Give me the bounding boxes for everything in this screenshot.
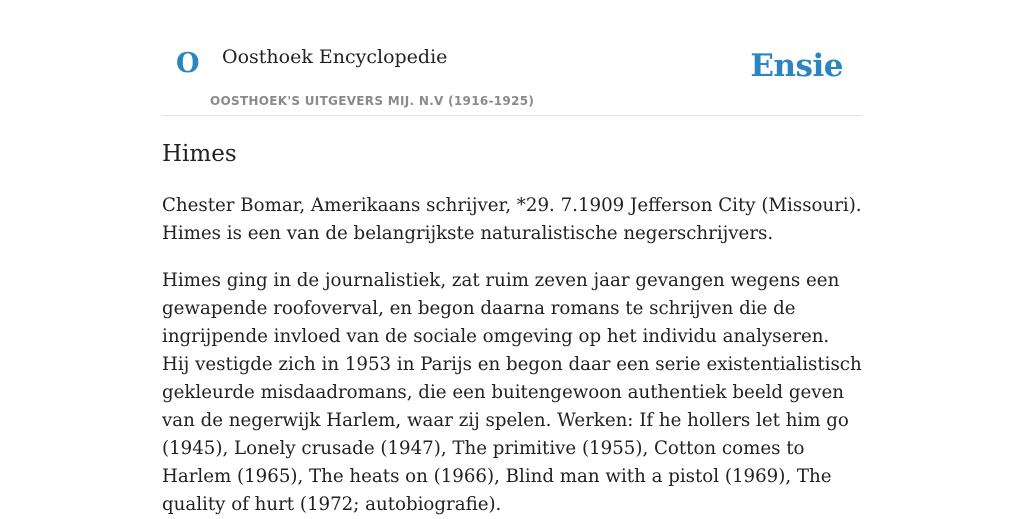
article-paragraph: Chester Bomar, Amerikaans schrijver, *29. 7.1909 Jefferson City (Missouri). Himes is een van de belangrijkste naturalistische negerschrijvers. — [162, 195, 862, 244]
source-title-link[interactable]: Oosthoek Encyclopedie — [222, 46, 448, 68]
source-subtitle: OOSTHOEK'S UITGEVERS MIJ. N.V (1916-1925) — [210, 94, 535, 108]
article-paragraph: Himes ging in de journalistiek, zat ruim zeven jaar gevangen wegens een gewapende roofoverval, en begon daarna romans te schrijven die de ingrijpende invloed van de sociale omgeving op het individu analyseren. Hij vestigde zich in 1953 in Parijs en begon daar een serie existentialistisch gekleurde misdaadromans, die een buitengewoon authentiek beeld geven van de negerwijk Harlem, waar zij spelen. Werken: If he hollers let him go (1945), Lonely crusade (1947), The primitive (1955), Cotton comes to Harlem (1965), The heats on (1966), Blind man with a pistol (1969), The quality of hurt (1972; autobiografie). — [162, 270, 862, 515]
source-logo-letter: O — [176, 48, 200, 79]
ensie-home-link[interactable]: Ensie — [750, 48, 843, 84]
article — [162, 138, 862, 519]
entry-title: Himes — [162, 141, 237, 167]
site-header — [162, 0, 862, 116]
